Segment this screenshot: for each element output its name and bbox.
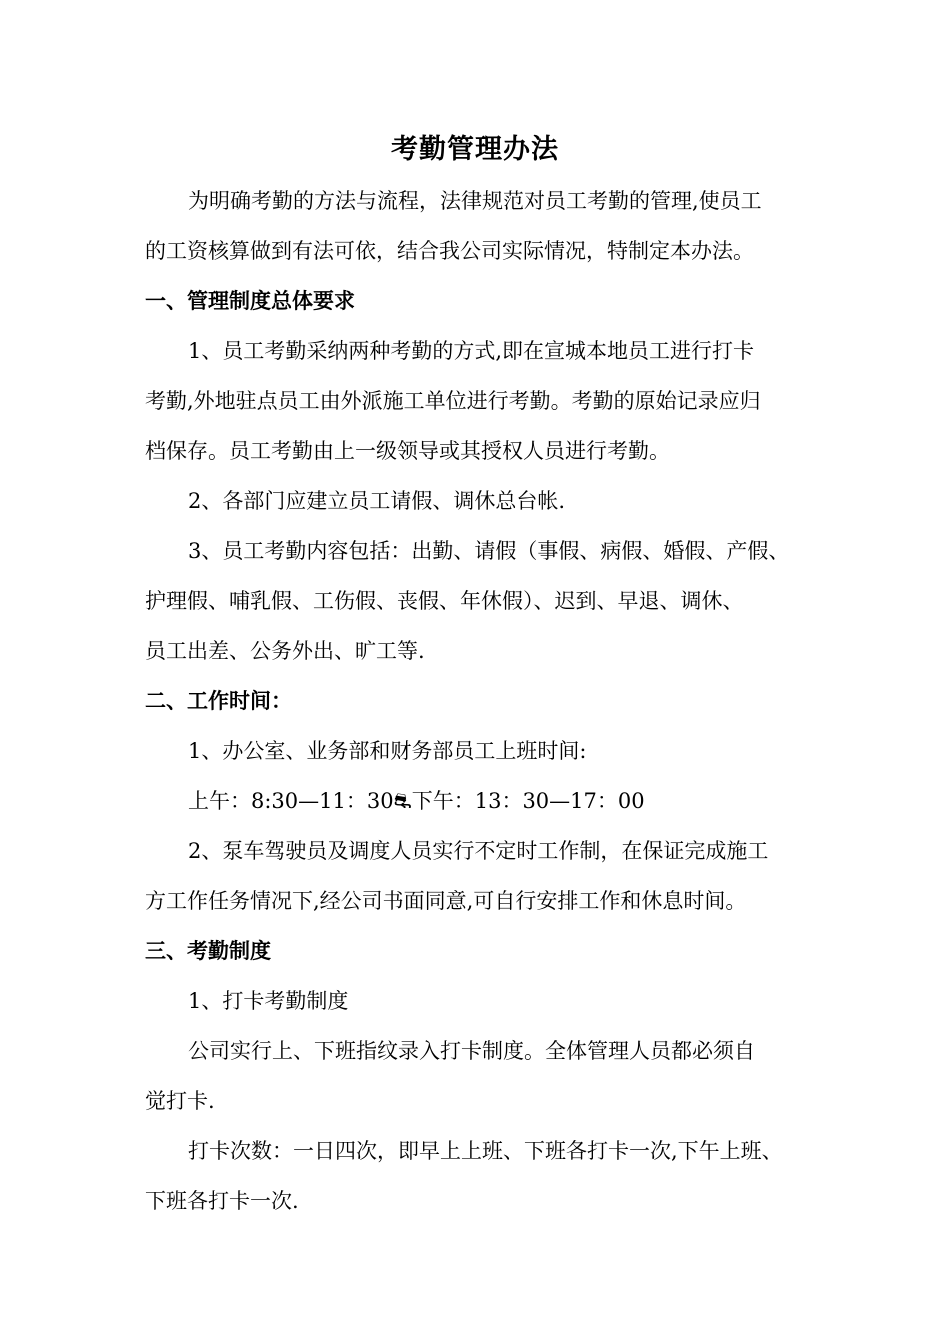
paragraph-line: 1、员工考勤采纳两种考勤的方式,即在宣城本地员工进行打卡: [188, 339, 755, 363]
paragraph-line: 公司实行上、下班指纹录入打卡制度。全体管理人员都必须自: [188, 1039, 755, 1063]
paragraph-line: 下班各打卡一次.: [145, 1189, 299, 1213]
section-heading: 一、管理制度总体要求: [145, 288, 355, 313]
paragraph-line: 为明确考勤的方法与流程，法律规范对员工考勤的管理,使员工: [188, 189, 762, 213]
paragraph-line: 护理假、哺乳假、工伤假、丧假、年休假）、迟到、早退、调休、: [145, 589, 744, 613]
paragraph-line: 打卡次数：一日四次，即早上上班、下班各打卡一次,下午上班、: [188, 1139, 783, 1163]
document-body: [145, 176, 825, 1226]
paragraph-line: 1、办公室、业务部和财务部员工上班时间:: [188, 739, 587, 763]
paragraph-line: 档保存。员工考勤由上一级领导或其授权人员进行考勤。: [145, 439, 670, 463]
document-title: 考勤管理办法: [391, 134, 559, 165]
paragraph-line: 的工资核算做到有法可依，结合我公司实际情况，特制定本办法。: [145, 239, 754, 263]
section-heading: 二、工作时间：: [145, 688, 292, 713]
paragraph-line: 2、各部门应建立员工请假、调休总台帐.: [188, 489, 566, 513]
paragraph-line: 1、打卡考勤制度: [188, 989, 349, 1013]
paragraph-line: 方工作任务情况下,经公司书面同意,可自行安排工作和休息时间。: [145, 889, 747, 913]
paragraph-line: 上午：8:30—11：30⛐下午：13：30—17：00: [188, 789, 645, 813]
paragraph-line: 觉打卡.: [145, 1089, 215, 1113]
paragraph-line: 3、员工考勤内容包括：出勤、请假（事假、病假、婚假、产假、: [188, 539, 790, 563]
paragraph-line: 员工出差、公务外出、旷工等.: [145, 639, 425, 663]
section-heading: 三、考勤制度: [145, 938, 271, 963]
paragraph-line: 2、泵车驾驶员及调度人员实行不定时工作制，在保证完成施工: [188, 839, 769, 863]
paragraph-line: 考勤,外地驻点员工由外派施工单位进行考勤。考勤的原始记录应归: [145, 389, 761, 413]
